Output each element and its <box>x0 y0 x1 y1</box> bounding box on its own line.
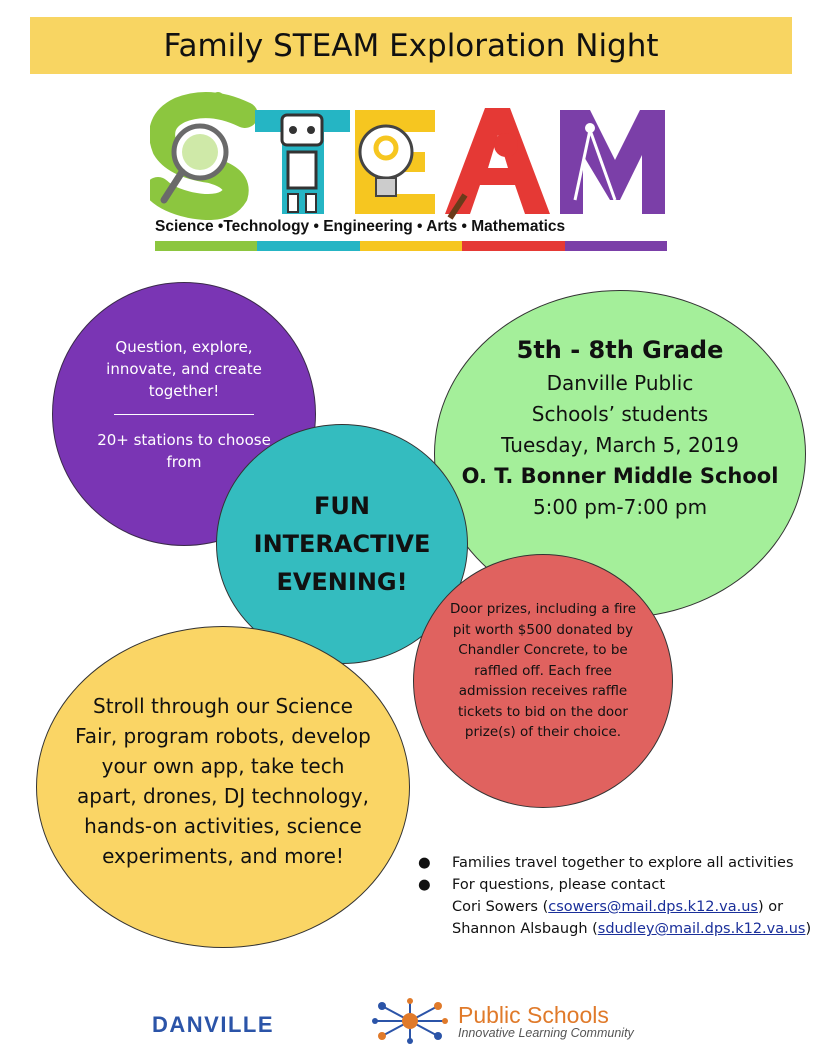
tagline: Innovative Learning Community <box>458 1026 634 1040</box>
public-schools-wordmark: Public Schools <box>458 1002 609 1028</box>
yellow-circle <box>36 626 410 948</box>
danville-wordmark: DANVILLE <box>152 1012 274 1037</box>
color-strip <box>155 241 667 251</box>
grade-range: 5th - 8th Grade <box>516 335 724 364</box>
event-time: 5:00 pm-7:00 pm <box>532 494 708 519</box>
activities-text: Stroll through our Science Fair, program robots, develop your own app, take tech apart, drones, DJ technology, hands-on activities, science experiments, and more! <box>75 694 371 868</box>
list-item: ● For questions, please contact Cori Sowers (csowers@mail.dps.k12.va.us) or Shannon Alsbaugh (sdudley@mail.dps.k12.va.us) <box>416 874 816 940</box>
a-paintbrush-icon <box>445 108 550 218</box>
footer-logo <box>152 996 692 1046</box>
red-circle <box>413 554 673 808</box>
e-lightbulb-icon <box>355 110 435 214</box>
s-magnifier-icon <box>158 92 245 207</box>
event-date: Tuesday, March 5, 2019 <box>501 432 739 457</box>
purple-text-2: 20+ stations to choose from <box>97 430 271 471</box>
t-robot-icon <box>255 110 350 214</box>
door-prizes-text: Door prizes, including a fire pit worth $500 donated by Chandler Concrete, to be raffled off. Each free admission receives raffle tickets to bid on the door prize(s) of their choice. <box>449 601 637 741</box>
bullet-icon: ● <box>418 877 431 893</box>
event-location: O. T. Bonner Middle School <box>461 463 779 488</box>
page-title: Family STEAM Exploration Night <box>30 17 792 74</box>
divider <box>114 414 254 415</box>
m-compass-icon <box>560 110 665 214</box>
network-hub-icon <box>370 998 450 1044</box>
bullet-icon: ● <box>418 855 431 871</box>
list-item: ● Families travel together to explore all activities <box>416 852 816 874</box>
email-link-cori[interactable]: csowers@mail.dps.k12.va.us <box>548 899 758 915</box>
purple-text-1: Question, explore, innovate, and create together! <box>106 337 262 400</box>
audience: Danville Public Schools’ students <box>531 370 709 426</box>
email-link-shannon[interactable]: sdudley@mail.dps.k12.va.us <box>597 921 806 937</box>
info-list <box>416 852 816 940</box>
fun-evening-text: FUN INTERACTIVE EVENING! <box>253 492 431 596</box>
steam-subtitle: Science •Technology • Engineering • Arts • Mathematics <box>155 218 566 235</box>
